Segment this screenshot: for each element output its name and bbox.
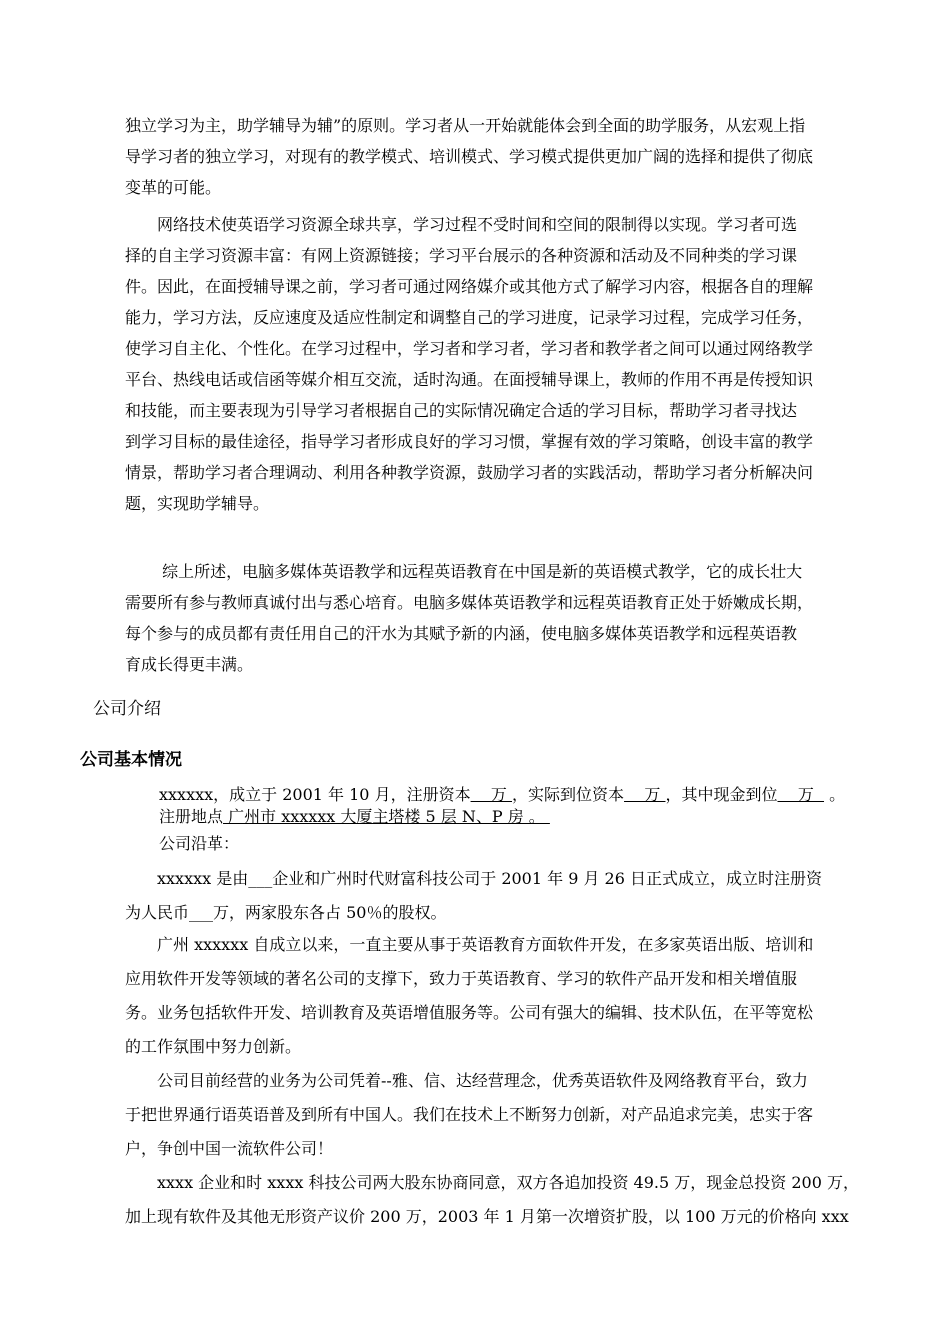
registration-address-line: [159, 806, 550, 828]
text-line: 综上所述，电脑多媒体英语教学和远程英语教育在中国是新的英语模式教学，它的成长壮大: [157, 562, 803, 581]
text-line: 应用软件开发等领域的著名公司的支撑下，致力于英语教育、学习的软件产品开发和相关增值服: [125, 969, 798, 988]
text-line: 育成长得更丰满。: [125, 655, 254, 674]
text-line: 情景，帮助学习者合理调动、利用各种教学资源，鼓励学习者的实践活动，帮助学习者分析解决问: [125, 463, 814, 482]
text-line: 择的自主学习资源丰富：有网上资源链接；学习平台展示的各种资源和活动及不同种类的学习课: [125, 246, 798, 265]
text-line: 广州 xxxxxx 自成立以来，一直主要从事于英语教育方面软件开发，在多家英语出版、培训和: [157, 935, 814, 954]
text-line: 能力，学习方法，反应速度及适应性制定和调整自己的学习进度，记录学习过程，完成学习任务，: [125, 308, 814, 327]
text-line: 到学习目标的最佳途径，指导学习者形成良好的学习习惯，掌握有效的学习策略，创设丰富的教学: [125, 432, 814, 451]
text-line: 件。因此，在面授辅导课之前，学习者可通过网络媒介或其他方式了解学习内容，根据各自的理解: [125, 277, 814, 296]
heading-company-intro: 公司介绍: [93, 699, 161, 719]
cash-capital-blank: 万: [777, 785, 825, 804]
text-line: xxxx 企业和时 xxxx 科技公司两大股东协商同意，双方各追加投资 49.5 万，现金总投资 200 万，: [157, 1173, 859, 1192]
registration-capital-line: [159, 784, 845, 806]
text-line: 于把世界通行语英语普及到所有中国人。我们在技术上不断努力创新，对产品追求完美，忠实于客: [125, 1105, 814, 1124]
registration-text: 。: [824, 785, 846, 804]
text-line: 需要所有参与教师真诚付出与悉心培育。电脑多媒体英语教学和远程英语教育正处于娇嫩成长期，: [125, 593, 814, 612]
text-line: 平台、热线电话或信函等媒介相互交流，适时沟通。在面授辅导课上，教师的作用不再是传授知识: [125, 370, 814, 389]
address-value: 广州市 xxxxxx 大厦主塔楼 5 层 N、P 房 。: [223, 807, 550, 826]
paragraph-self-study: [125, 110, 830, 203]
text-line: 独立学习为主，助学辅导为辅”的原则。学习者从一开始就能体会到全面的助学服务，从宏观上指: [125, 116, 806, 135]
text-line: 的工作氛围中努力创新。: [125, 1037, 302, 1056]
registration-text: xxxxxx，成立于 2001 年 10 月，注册资本: [159, 785, 471, 804]
text-line: 题，实现助学辅导。: [125, 494, 270, 513]
paragraph-business-scope: [125, 928, 830, 1064]
paragraph-founding: [125, 862, 830, 930]
text-line: xxxxxx 是由___企业和广州时代财富科技公司于 2001 年 9 月 26 日正式成立，成立时注册资: [157, 869, 823, 888]
text-line: 公司目前经营的业务为公司凭着--雅、信、达经营理念，优秀英语软件及网络教育平台，致力: [157, 1071, 808, 1090]
paragraph-summary: [125, 556, 830, 680]
paragraph-network-technology: [125, 209, 830, 519]
text-line: 加上现有软件及其他无形资产议价 200 万，2003 年 1 月第一次增资扩股，以 100 万元的价格向 xxx: [125, 1207, 849, 1226]
registration-text: ，其中现金到位: [665, 785, 778, 804]
history-label: 公司沿革：: [159, 834, 240, 853]
text-line: 变革的可能。: [125, 178, 222, 197]
text-line: 户，争创中国一流软件公司！: [125, 1139, 334, 1158]
paid-in-capital-blank: 万: [624, 785, 666, 804]
text-line: 为人民币___万，两家股东各占 50％的股权。: [125, 903, 447, 922]
text-line: 使学习自主化、个性化。在学习过程中，学习者和学习者，学习者和教学者之间可以通过网络教学: [125, 339, 814, 358]
registered-capital-blank: 万: [470, 785, 513, 804]
text-line: 网络技术使英语学习资源全球共享，学习过程不受时间和空间的限制得以实现。学习者可选: [157, 215, 798, 234]
text-line: 每个参与的成员都有责任用自己的汗水为其赋予新的内涵，使电脑多媒体英语教学和远程英语教: [125, 624, 798, 643]
registration-text: ，实际到位资本: [512, 785, 625, 804]
address-label: 注册地点: [159, 807, 224, 826]
text-line: 和技能，而主要表现为引导学习者根据自己的实际情况确定合适的学习目标，帮助学习者寻找达: [125, 401, 798, 420]
text-line: 务。业务包括软件开发、培训教育及英语增值服务等。公司有强大的编辑、技术队伍，在平等宽松: [125, 1003, 814, 1022]
paragraph-business-philosophy: [125, 1064, 830, 1166]
heading-company-basic-info: 公司基本情况: [80, 750, 182, 770]
text-line: 导学习者的独立学习，对现有的教学模式、培训模式、学习模式提供更加广阔的选择和提供了彻底: [125, 147, 814, 166]
paragraph-capital-increase: [125, 1166, 859, 1234]
